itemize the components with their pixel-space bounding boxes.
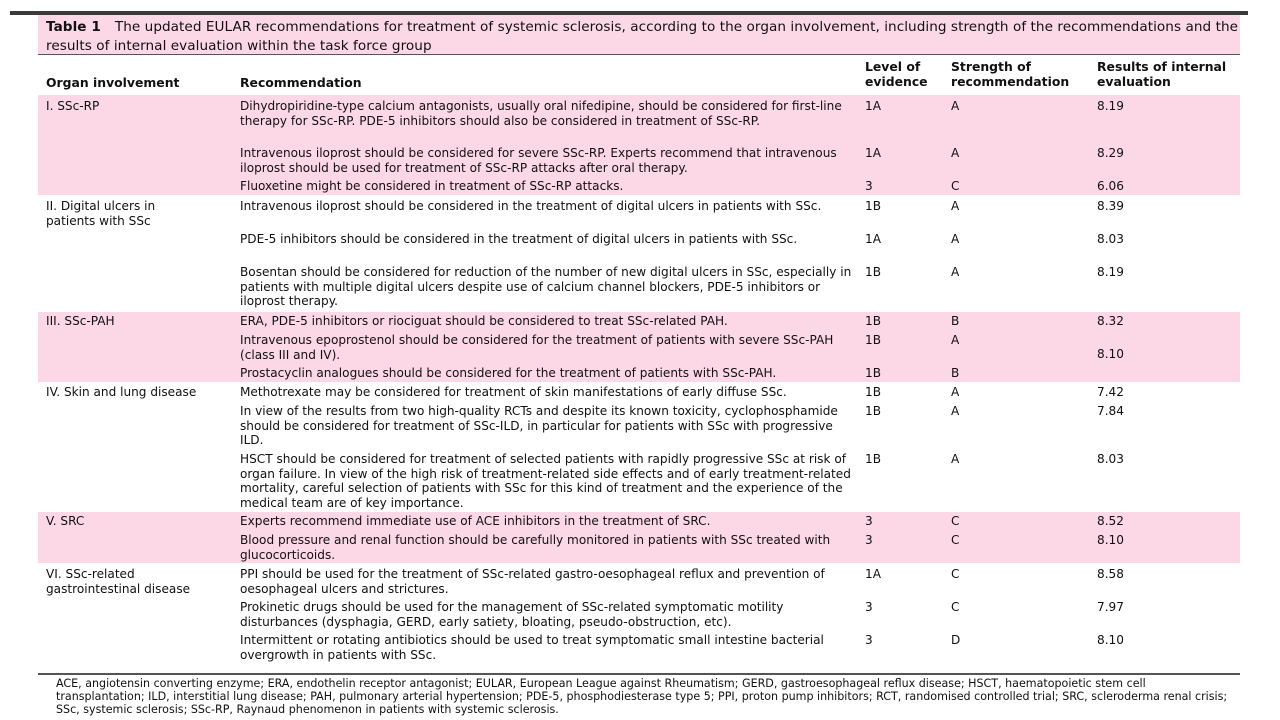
organ-label: V. SRC <box>46 514 85 528</box>
recommendation-text: Blood pressure and renal function should be carefully monitored in patients with SSc treated with glucocorticoids. <box>240 533 831 562</box>
evaluation-result: 8.19 <box>1097 265 1124 279</box>
organ-label: II. Digital ulcers in patients with SSc <box>46 199 156 228</box>
header-recommendation: Recommendation <box>240 75 362 90</box>
level-of-evidence: 3 <box>865 633 873 647</box>
level-of-evidence: 1A <box>865 99 881 113</box>
level-of-evidence: 3 <box>865 179 873 193</box>
evaluation-result: 8.03 <box>1097 452 1124 466</box>
strength-of-recommendation: A <box>951 452 960 466</box>
strength-of-recommendation: A <box>951 265 960 279</box>
evaluation-result: 8.10 <box>1097 347 1124 361</box>
recommendation-text: Intravenous iloprost should be considered in the treatment of digital ulcers in patients with SSc. <box>240 199 822 213</box>
level-of-evidence: 3 <box>865 514 873 528</box>
strength-of-recommendation: A <box>951 199 960 213</box>
evaluation-result: 8.10 <box>1097 633 1124 647</box>
evaluation-result: 8.52 <box>1097 514 1124 528</box>
header-results <box>1097 60 1226 89</box>
strength-of-recommendation: A <box>951 99 960 113</box>
header-strength-line1: Strength of <box>951 59 1032 74</box>
strength-of-recommendation: A <box>951 404 960 418</box>
organ-label: III. SSc-PAH <box>46 314 115 328</box>
group-gastrointestinal <box>38 563 1240 671</box>
recommendation-text: HSCT should be considered for treatment of selected patients with rapidly progressive SSc at risk of organ failure. In view of the high risk of treatment-related side effects and of early treatment-related mortality, careful selection of patients with SSc for this kind of treatment and the experience of the medical team are of key importance. <box>240 452 851 510</box>
recommendation-text: Prokinetic drugs should be used for the management of SSc-related symptomatic motility disturbances (dysphagia, GERD, early satiety, bloating, pseudo-obstruction, etc). <box>240 600 784 629</box>
header-strength-line2: recommendation <box>951 73 1070 89</box>
group-digital-ulcers <box>38 195 1240 312</box>
header-level <box>865 60 928 89</box>
recommendation-text: ERA, PDE-5 inhibitors or riociguat should be considered to treat SSc-related PAH. <box>240 314 728 328</box>
recommendation-text: Bosentan should be considered for reduction of the number of new digital ulcers in SSc, especially in patients with multiple digital ulcers despite use of calcium channel blockers, PDE-5 inhibitors or iloprost therapy. <box>240 265 852 309</box>
group-skin-lung <box>38 382 1240 512</box>
level-of-evidence: 1B <box>865 333 881 347</box>
evaluation-result: 6.06 <box>1097 179 1124 193</box>
level-of-evidence: 1B <box>865 199 881 213</box>
evaluation-result: 7.42 <box>1097 385 1124 399</box>
strength-of-recommendation: B <box>951 366 960 380</box>
organ-label: I. SSc-RP <box>46 99 100 113</box>
header-strength <box>951 60 1069 89</box>
header-organ: Organ involvement <box>46 75 180 90</box>
group-ssc-pah <box>38 312 1240 382</box>
evaluation-result: 8.10 <box>1097 533 1124 547</box>
level-of-evidence: 1B <box>865 452 881 466</box>
recommendation-text: Experts recommend immediate use of ACE inhibitors in the treatment of SRC. <box>240 514 711 528</box>
recommendation-text: Fluoxetine might be considered in treatment of SSc-RP attacks. <box>240 179 624 193</box>
evaluation-result: 8.32 <box>1097 314 1124 328</box>
level-of-evidence: 3 <box>865 533 873 547</box>
table-title <box>38 15 1240 55</box>
strength-of-recommendation: C <box>951 567 960 581</box>
recommendation-text: Dihydropiridine-type calcium antagonists, usually oral nifedipine, should be considered for first-line therapy for SSc-RP. PDE-5 inhibitors should also be considered in treatment of SSc-RP. <box>240 99 842 128</box>
strength-of-recommendation: C <box>951 533 960 547</box>
table-bottom-rule <box>38 673 1240 675</box>
strength-of-recommendation: A <box>951 232 960 246</box>
table-label: Table 1 <box>46 19 101 35</box>
level-of-evidence: 1B <box>865 366 881 380</box>
organ-label: VI. SSc-related gastrointestinal disease <box>46 567 191 596</box>
strength-of-recommendation: A <box>951 385 960 399</box>
evaluation-result: 8.19 <box>1097 99 1124 113</box>
level-of-evidence: 1B <box>865 385 881 399</box>
evaluation-result: 8.39 <box>1097 199 1124 213</box>
header-results-line1: Results of internal <box>1097 59 1227 74</box>
evaluation-result: 8.03 <box>1097 232 1124 246</box>
level-of-evidence: 1A <box>865 232 881 246</box>
level-of-evidence: 3 <box>865 600 873 614</box>
recommendation-text: Intravenous iloprost should be considered for severe SSc-RP. Experts recommend that intravenous iloprost should be used for treatment of SSc-RP attacks after oral therapy. <box>240 146 837 175</box>
evaluation-result: 7.84 <box>1097 404 1124 418</box>
evaluation-result: 7.97 <box>1097 600 1124 614</box>
group-ssc-rp <box>38 95 1240 195</box>
level-of-evidence: 1B <box>865 404 881 418</box>
organ-label: IV. Skin and lung disease <box>46 385 197 399</box>
level-of-evidence: 1A <box>865 567 881 581</box>
recommendation-text: PDE-5 inhibitors should be considered in the treatment of digital ulcers in patients with SSc. <box>240 232 798 246</box>
header-level-line1: Level of <box>865 59 921 74</box>
strength-of-recommendation: D <box>951 633 961 647</box>
recommendation-text: In view of the results from two high-quality RCTs and despite its known toxicity, cyclophosphamide should be considered for treatment of SSc-ILD, in particular for patients with SSc with progressive ILD. <box>240 404 838 448</box>
recommendation-text: Prostacyclin analogues should be considered for the treatment of patients with SSc-PAH. <box>240 366 777 380</box>
table-caption: The updated EULAR recommendations for treatment of systemic sclerosis, according to the organ involvement, including strength of the recommendations and the results of internal evaluation within the task force group <box>46 19 1239 54</box>
recommendation-text: Intermittent or rotating antibiotics should be used to treat symptomatic small intestine bacterial overgrowth in patients with SSc. <box>240 633 824 662</box>
recommendation-text: Intravenous epoprostenol should be considered for the treatment of patients with severe SSc-PAH (class III and IV). <box>240 333 834 362</box>
strength-of-recommendation: C <box>951 179 960 193</box>
evaluation-result: 8.29 <box>1097 146 1124 160</box>
strength-of-recommendation: A <box>951 146 960 160</box>
strength-of-recommendation: C <box>951 600 960 614</box>
header-results-line2: evaluation <box>1097 73 1171 89</box>
strength-of-recommendation: C <box>951 514 960 528</box>
group-src <box>38 512 1240 563</box>
level-of-evidence: 1B <box>865 265 881 279</box>
evaluation-result: 8.58 <box>1097 567 1124 581</box>
level-of-evidence: 1A <box>865 146 881 160</box>
header-level-line2: evidence <box>865 73 928 89</box>
level-of-evidence: 1B <box>865 314 881 328</box>
table-footnote: ACE, angiotensin converting enzyme; ERA, endothelin receptor antagonist; EULAR, European League against Rheumatism; GERD, gastroesophageal reflux disease; HSCT, haematopoietic stem cell transplantation; ILD, interstitial lung disease; PAH, pulmonary arterial hypertension; PDE-5, phosphodiesterase type 5; PPI, proton pump inhibitors; RCT, randomised controlled trial; SRC, scleroderma renal crisis; SSc, systemic sclerosis; SSc-RP, Raynaud phenomenon in patients with systemic sclerosis. <box>56 677 1228 716</box>
strength-of-recommendation: B <box>951 314 960 328</box>
recommendation-text: Methotrexate may be considered for treatment of skin manifestations of early diffuse SSc. <box>240 385 787 399</box>
recommendation-text: PPI should be used for the treatment of SSc-related gastro-oesophageal reflux and prevention of oesophageal ulcers and strictures. <box>240 567 825 596</box>
strength-of-recommendation: A <box>951 333 960 347</box>
